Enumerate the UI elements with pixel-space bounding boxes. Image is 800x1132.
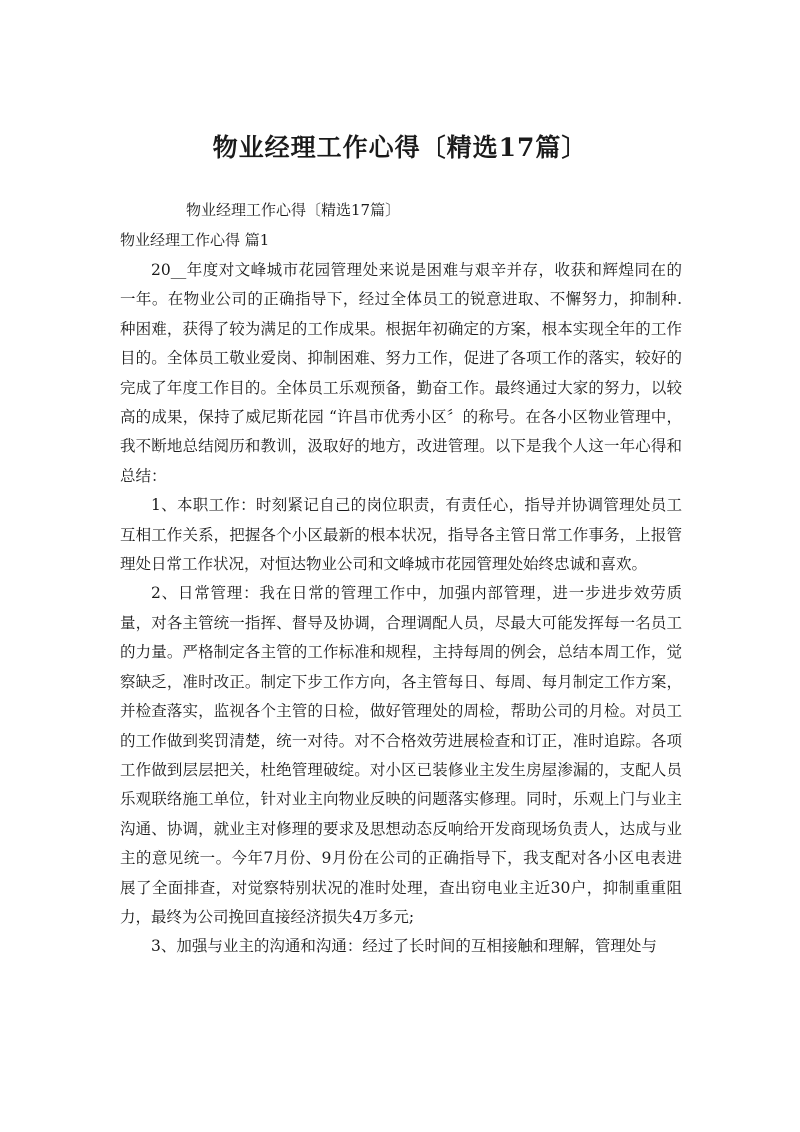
paragraph-item-2: 2、日常管理：我在日常的管理工作中，加强内部管理，进一步进步效劳质量，对各主管统一指挥、督导及协调，合理调配人员，尽最大可能发挥每一名员工的力量。严格制定各主管的工作标准和规程，主持每周的例会，总结本周工作，觉察缺乏，准时改正。制定下步工作方向，各主管每日、每周、每月制定工作方案，并检查落实，监视各个主管的日检，做好管理处的周检，帮助公司的月检。对员工的工作做到奖罚清楚，统一对待。对不合格效劳进展检查和订正，准时追踪。各项工作做到层层把关，杜绝管理破绽。对小区已装修业主发生房屋渗漏的，支配人员乐观联络施工单位，针对业主向物业反映的问题落实修理。同时，乐观上门与业主沟通、协调，就业主对修理的要求及思想动态反响给开发商现场负责人，达成与业主的意见统一。今年7月份、9月份在公司的正确指导下，我支配对各小区电表进展了全面排查，对觉察特别状况的准时处理，查出窃电业主近30户，抑制重重阻力，最终为公司挽回直接经济损失4万多元; <box>120 584 682 926</box>
document-title: 物业经理工作心得〔精选17篇〕 <box>212 133 588 162</box>
paragraph-item-3: 3、加强与业主的沟通和沟通：经过了长时间的互相接触和理解，管理处与 <box>151 937 657 956</box>
paragraph-intro: 20__年度对文峰城市花园管理处来说是困难与艰辛并存，收获和辉煌同在的一年。在物业公司的正确指导下，经过全体员工的锐意进取、不懈努力，抑制种.种困难，获得了较为满足的工作成果。根据年初确定的方案，根本实现全年的工作目的。全体员工敬业爱岗、抑制困难、努力工作，促进了各项工作的落实，较好的完成了年度工作目的。全体员工乐观预备，勤奋工作。最终通过大家的努力，以较高的成果，保持了威尼斯花园 “许昌市优秀小区〞的称号。在各小区物业管理中，我不断地总结阅历和教训，汲取好的地方，改进管理。以下是我个人这一年心得和总结： <box>120 261 682 485</box>
document-subtitle: 物业经理工作心得〔精选17篇〕 <box>186 201 401 219</box>
paragraph-item-1: 1、本职工作：时刻紧记自己的岗位职责，有责任心，指导并协调管理处员工互相工作关系，把握各个小区最新的根本状况，指导各主管日常工作事务，上报管理处日常工作状况，对恒达物业公司和文峰城市花园管理处始终忠诚和喜欢。 <box>120 496 682 574</box>
body-text <box>120 256 682 962</box>
section-heading: 物业经理工作心得 篇1 <box>120 231 270 249</box>
